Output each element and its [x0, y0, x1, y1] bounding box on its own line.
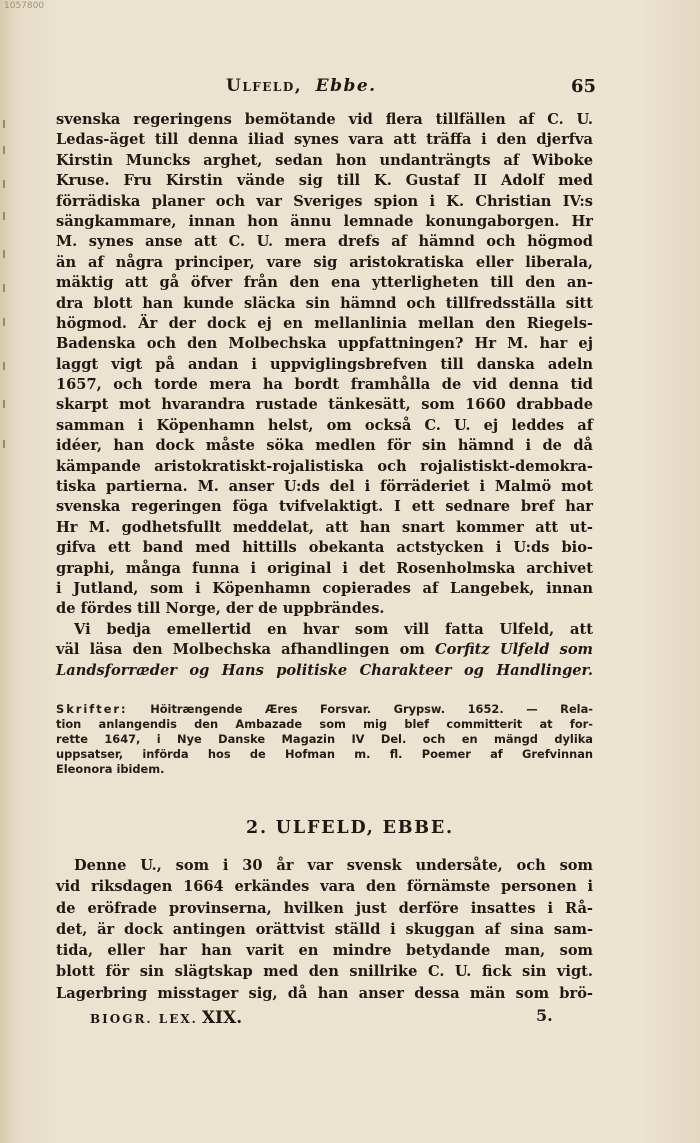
paragraph-line: Vi bedja emellertid en hvar som vill fatta Ulfeld, att	[74, 620, 593, 638]
printer-signature	[90, 1008, 242, 1028]
header-first-name: Ebbe.	[315, 76, 377, 96]
text-line: i Jutland, som i Köpenhamn copierades af Langebek, innan	[56, 579, 593, 597]
text-line: Badenska och den Molbechska uppfattningen? Hr M. har ej	[56, 335, 593, 353]
text-line: vid riksdagen 1664 erkändes vara den förnämste personen i	[56, 878, 593, 896]
paragraph-text: väl läsa den Molbechska afhandlingen om	[56, 641, 425, 659]
body-text	[56, 110, 593, 681]
text-line: idéer, han dock måste söka medlen för sin hämnd i de då	[56, 437, 593, 455]
reference-label: Skrifter:	[56, 702, 128, 716]
text-line: kämpande aristokratiskt-rojalistiska och rojalistiskt-demokra-	[56, 457, 593, 475]
volume-number: XIX.	[201, 1008, 243, 1028]
text-line: M. synes anse att C. U. mera drefs af hämnd och högmod	[56, 233, 593, 251]
header-surname: Ulfeld	[226, 76, 295, 96]
text-line: Lagerbring misstager sig, då han anser dessa män som brö-	[56, 984, 593, 1002]
text-line: Kruse. Fru Kirstin vände sig till K. Gustaf II Adolf med	[56, 172, 593, 190]
text-line: än af några principer, vare sig aristokratiska eller liberala,	[56, 253, 593, 271]
text-line: Denne U., som i 30 år var svensk undersåte, och som	[74, 857, 593, 874]
text-line: svenska regeringens bemötande vid flera tillfällen af C. U.	[56, 111, 593, 128]
text-line: Ledas-äget till denna iliad synes vara att träffa i den djerfva	[56, 131, 593, 149]
text-line: sängkammare, innan hon ännu lemnade konungaborgen. Hr	[56, 212, 593, 230]
text-line: Kirstin Muncks arghet, sedan hon undanträngts af Wiboke	[56, 151, 593, 169]
page-number: 65	[570, 76, 596, 97]
reference-line: Eleonora ibidem.	[56, 762, 165, 776]
library-mark: 1057800	[4, 1, 45, 11]
signature-text: BIOGR. LEX.	[90, 1012, 198, 1026]
text-line: graphi, många funna i original i det Rosenholmska archivet	[56, 559, 593, 577]
text-line: 1657, och torde mera ha bordt framhålla de vid denna tid	[56, 376, 593, 394]
text-line: det, är dock antingen orättvist ställd i skuggan af sina sam-	[56, 920, 593, 938]
text-line: gifva ett band med hittills obekanta actstycken i U:ds bio-	[56, 539, 593, 557]
text-line: de fördes till Norge, der de uppbrändes.	[56, 600, 385, 618]
text-line: förrädiska planer och var Sveriges spion i K. Christian IV:s	[56, 192, 593, 210]
text-line: svenska regeringen föga tvifvelaktigt. I ett sednare bref har	[56, 498, 593, 516]
reference-line	[56, 702, 593, 717]
binding-edge-marks	[0, 100, 12, 460]
running-header	[226, 76, 596, 100]
section-title: 2. ULFELD, EBBE.	[246, 818, 454, 838]
reference-text: Höitrængende Æres Forsvar. Grypsw. 1652. — Rela-	[150, 702, 593, 716]
text-line: samman i Köpenhamn helst, om också C. U. ej leddes af	[56, 416, 593, 434]
text-line: tida, eller har han varit en mindre betydande man, som	[56, 942, 593, 960]
text-line: högmod. Är der dock ej en mellanlinia mellan den Riegels-	[56, 314, 593, 332]
text-line: mäktig att gå öfver från den ena ytterligheten till den an-	[56, 274, 593, 292]
text-line: skarpt mot hvarandra rustade tänkesätt, som 1660 drabbade	[56, 396, 593, 414]
reference-line: tion anlangendis den Ambazade som mig blef committerit at for-	[56, 717, 593, 731]
text-line: tiska partierna. M. anser U:ds del i förräderiet i Malmö mot	[56, 478, 593, 496]
section-body	[56, 855, 593, 1004]
text-line: laggt vigt på andan i uppviglingsbrefven till danska adeln	[56, 355, 593, 373]
text-line: Hr M. godhetsfullt meddelat, att han snart kommer att ut-	[56, 518, 593, 536]
reference-line: rette 1647, i Nye Danske Magazin IV Del. och en mängd dylika	[56, 732, 593, 746]
text-line: de eröfrade provinserna, hvilken just derföre insattes i Rå-	[56, 899, 593, 917]
page-footer	[56, 1006, 593, 1030]
reference-line: uppsatser, införda hos de Hofman m. fl. Poemer af Grefvinnan	[56, 747, 593, 761]
running-head-title: Ulfeld, Ebbe.	[226, 76, 377, 96]
work-title-line: Landsforræder og Hans politiske Charakteer og Handlinger.	[56, 661, 593, 679]
work-title: Corfitz Ulfeld som	[435, 641, 594, 659]
text-line: dra blott han kunde släcka sin hämnd och tillfredsställa sitt	[56, 294, 593, 312]
paragraph-line	[56, 640, 593, 660]
sheet-number: 5.	[536, 1006, 553, 1025]
text-line: blott för sin slägtskap med den snillrike C. U. fick sin vigt.	[56, 963, 593, 981]
references	[56, 702, 593, 777]
